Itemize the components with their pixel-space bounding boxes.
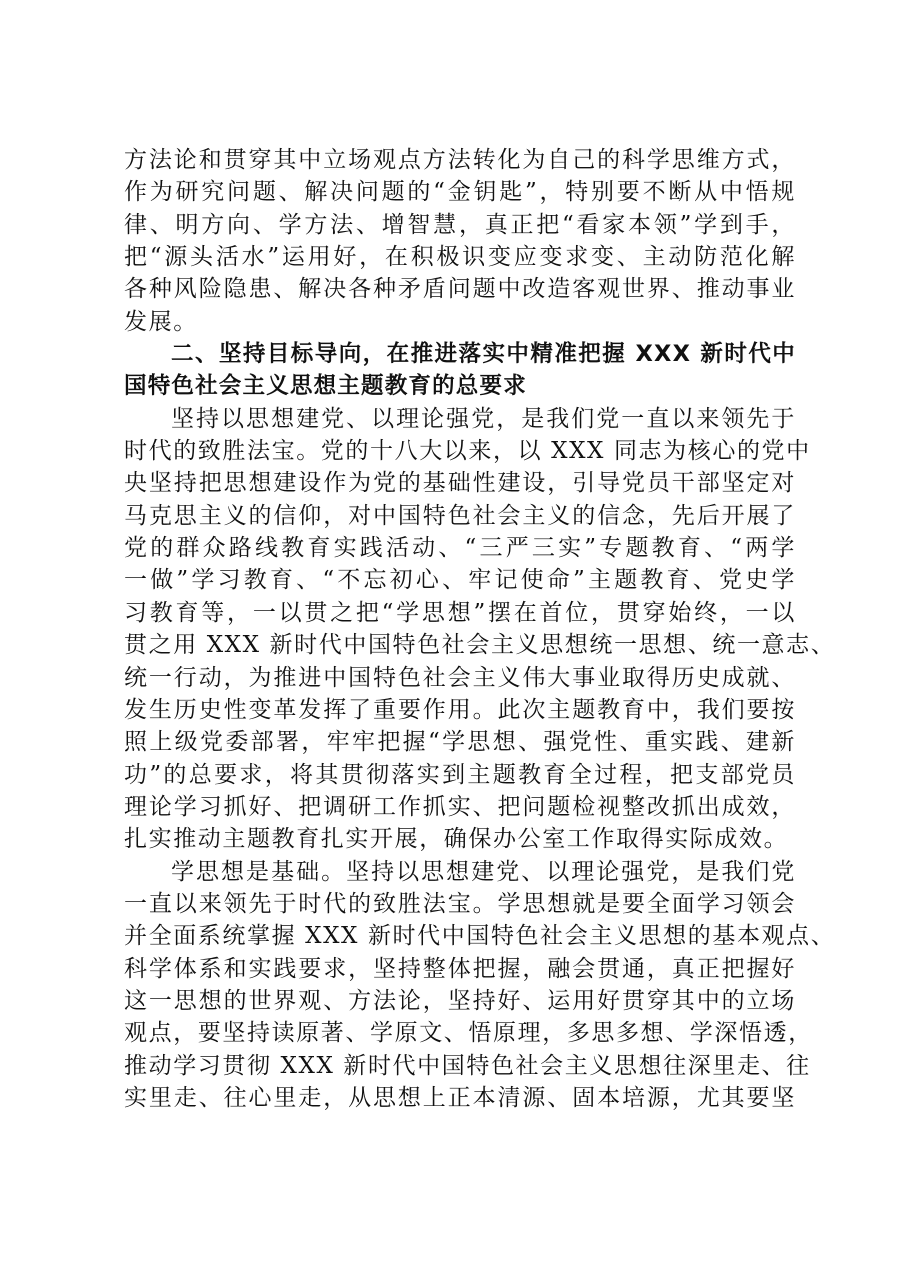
text-line: 实里走、往心里走，从思想上正本清源、固本培源，尤其要坚 — [124, 1084, 796, 1111]
text-line: 这一思想的世界观、方法论，坚持好、运用好贯穿其中的立场 — [124, 987, 796, 1014]
text-line: 学思想是基础。坚持以思想建党、以理论强党，是我们党 — [171, 858, 796, 885]
text-line: 统一行动，为推进中国特色社会主义伟大事业取得历史成就、 — [124, 664, 796, 691]
text-line: 把“源头活水”运用好，在积极识变应变求变、主动防范化解 — [124, 244, 796, 271]
text-line: 一做”学习教育、“不忘初心、牢记使命”主题教育、党史学 — [124, 567, 796, 594]
text-line: 推动学习贯彻 XXX 新时代中国特色社会主义思想往深里走、往 — [124, 1052, 811, 1079]
text-line: 央坚持把思想建设作为党的基础性建设，引导党员干部坚定对 — [124, 470, 796, 497]
text-line: 时代的致胜法宝。党的十八大以来，以 XXX 同志为核心的党中 — [124, 438, 811, 465]
text-line: 科学体系和实践要求，坚持整体把握，融会贯通，真正把握好 — [124, 955, 796, 982]
text-line: 发生历史性变革发挥了重要作用。此次主题教育中，我们要按 — [124, 696, 796, 723]
text-line: 习教育等，一以贯之把“学思想”摆在首位，贯穿始终，一以 — [124, 599, 796, 626]
heading-line: 国特色社会主义思想主题教育的总要求 — [124, 373, 527, 400]
paragraph-2 — [124, 403, 836, 856]
text-line: 观点，要坚持读原著、学原文、悟原理，多思多想、学深悟透， — [124, 1020, 813, 1047]
heading-line: 二、坚持目标导向，在推进落实中精准把握 XXX 新时代中 — [171, 341, 796, 368]
text-line: 党的群众路线教育实践活动、“三严三实”专题教育、“两学 — [124, 535, 796, 562]
text-line: 坚持以思想建党、以理论强党，是我们党一直以来领先于 — [171, 405, 796, 432]
text-line: 律、明方向、学方法、增智慧，真正把“看家本领”学到手， — [124, 211, 796, 238]
text-line: 方法论和贯穿其中立场观点方法转化为自己的科学思维方式， — [124, 147, 796, 173]
text-line: 一直以来领先于时代的致胜法宝。学思想就是要全面学习领会 — [124, 890, 796, 917]
section-heading — [124, 338, 796, 403]
text-line: 功”的总要求，将其贯彻落实到主题教育全过程，把支部党员 — [124, 761, 796, 788]
paragraph-3 — [124, 856, 836, 1115]
text-line: 马克思主义的信仰，对中国特色社会主义的信念，先后开展了 — [124, 502, 796, 529]
text-line: 理论学习抓好、把调研工作抓实、把问题检视整改抓出成效， — [124, 793, 796, 820]
text-line: 作为研究问题、解决问题的“金钥匙”，特别要不断从中悟规 — [124, 179, 796, 206]
paragraph-1 — [124, 144, 796, 338]
text-line: 扎实推动主题教育扎实开展，确保办公室工作取得实际成效。 — [124, 826, 789, 853]
text-line: 发展。 — [124, 308, 198, 335]
text-line: 并全面系统掌握 XXX 新时代中国特色社会主义思想的基本观点、 — [124, 923, 836, 950]
text-line: 照上级党委部署，牢牢把握“学思想、强党性、重实践、建新 — [124, 729, 796, 756]
document-body — [124, 144, 836, 1114]
text-line: 贯之用 XXX 新时代中国特色社会主义思想统一思想、统一意志、 — [124, 632, 836, 659]
text-line: 各种风险隐患、解决各种矛盾问题中改造客观世界、推动事业 — [124, 276, 796, 303]
